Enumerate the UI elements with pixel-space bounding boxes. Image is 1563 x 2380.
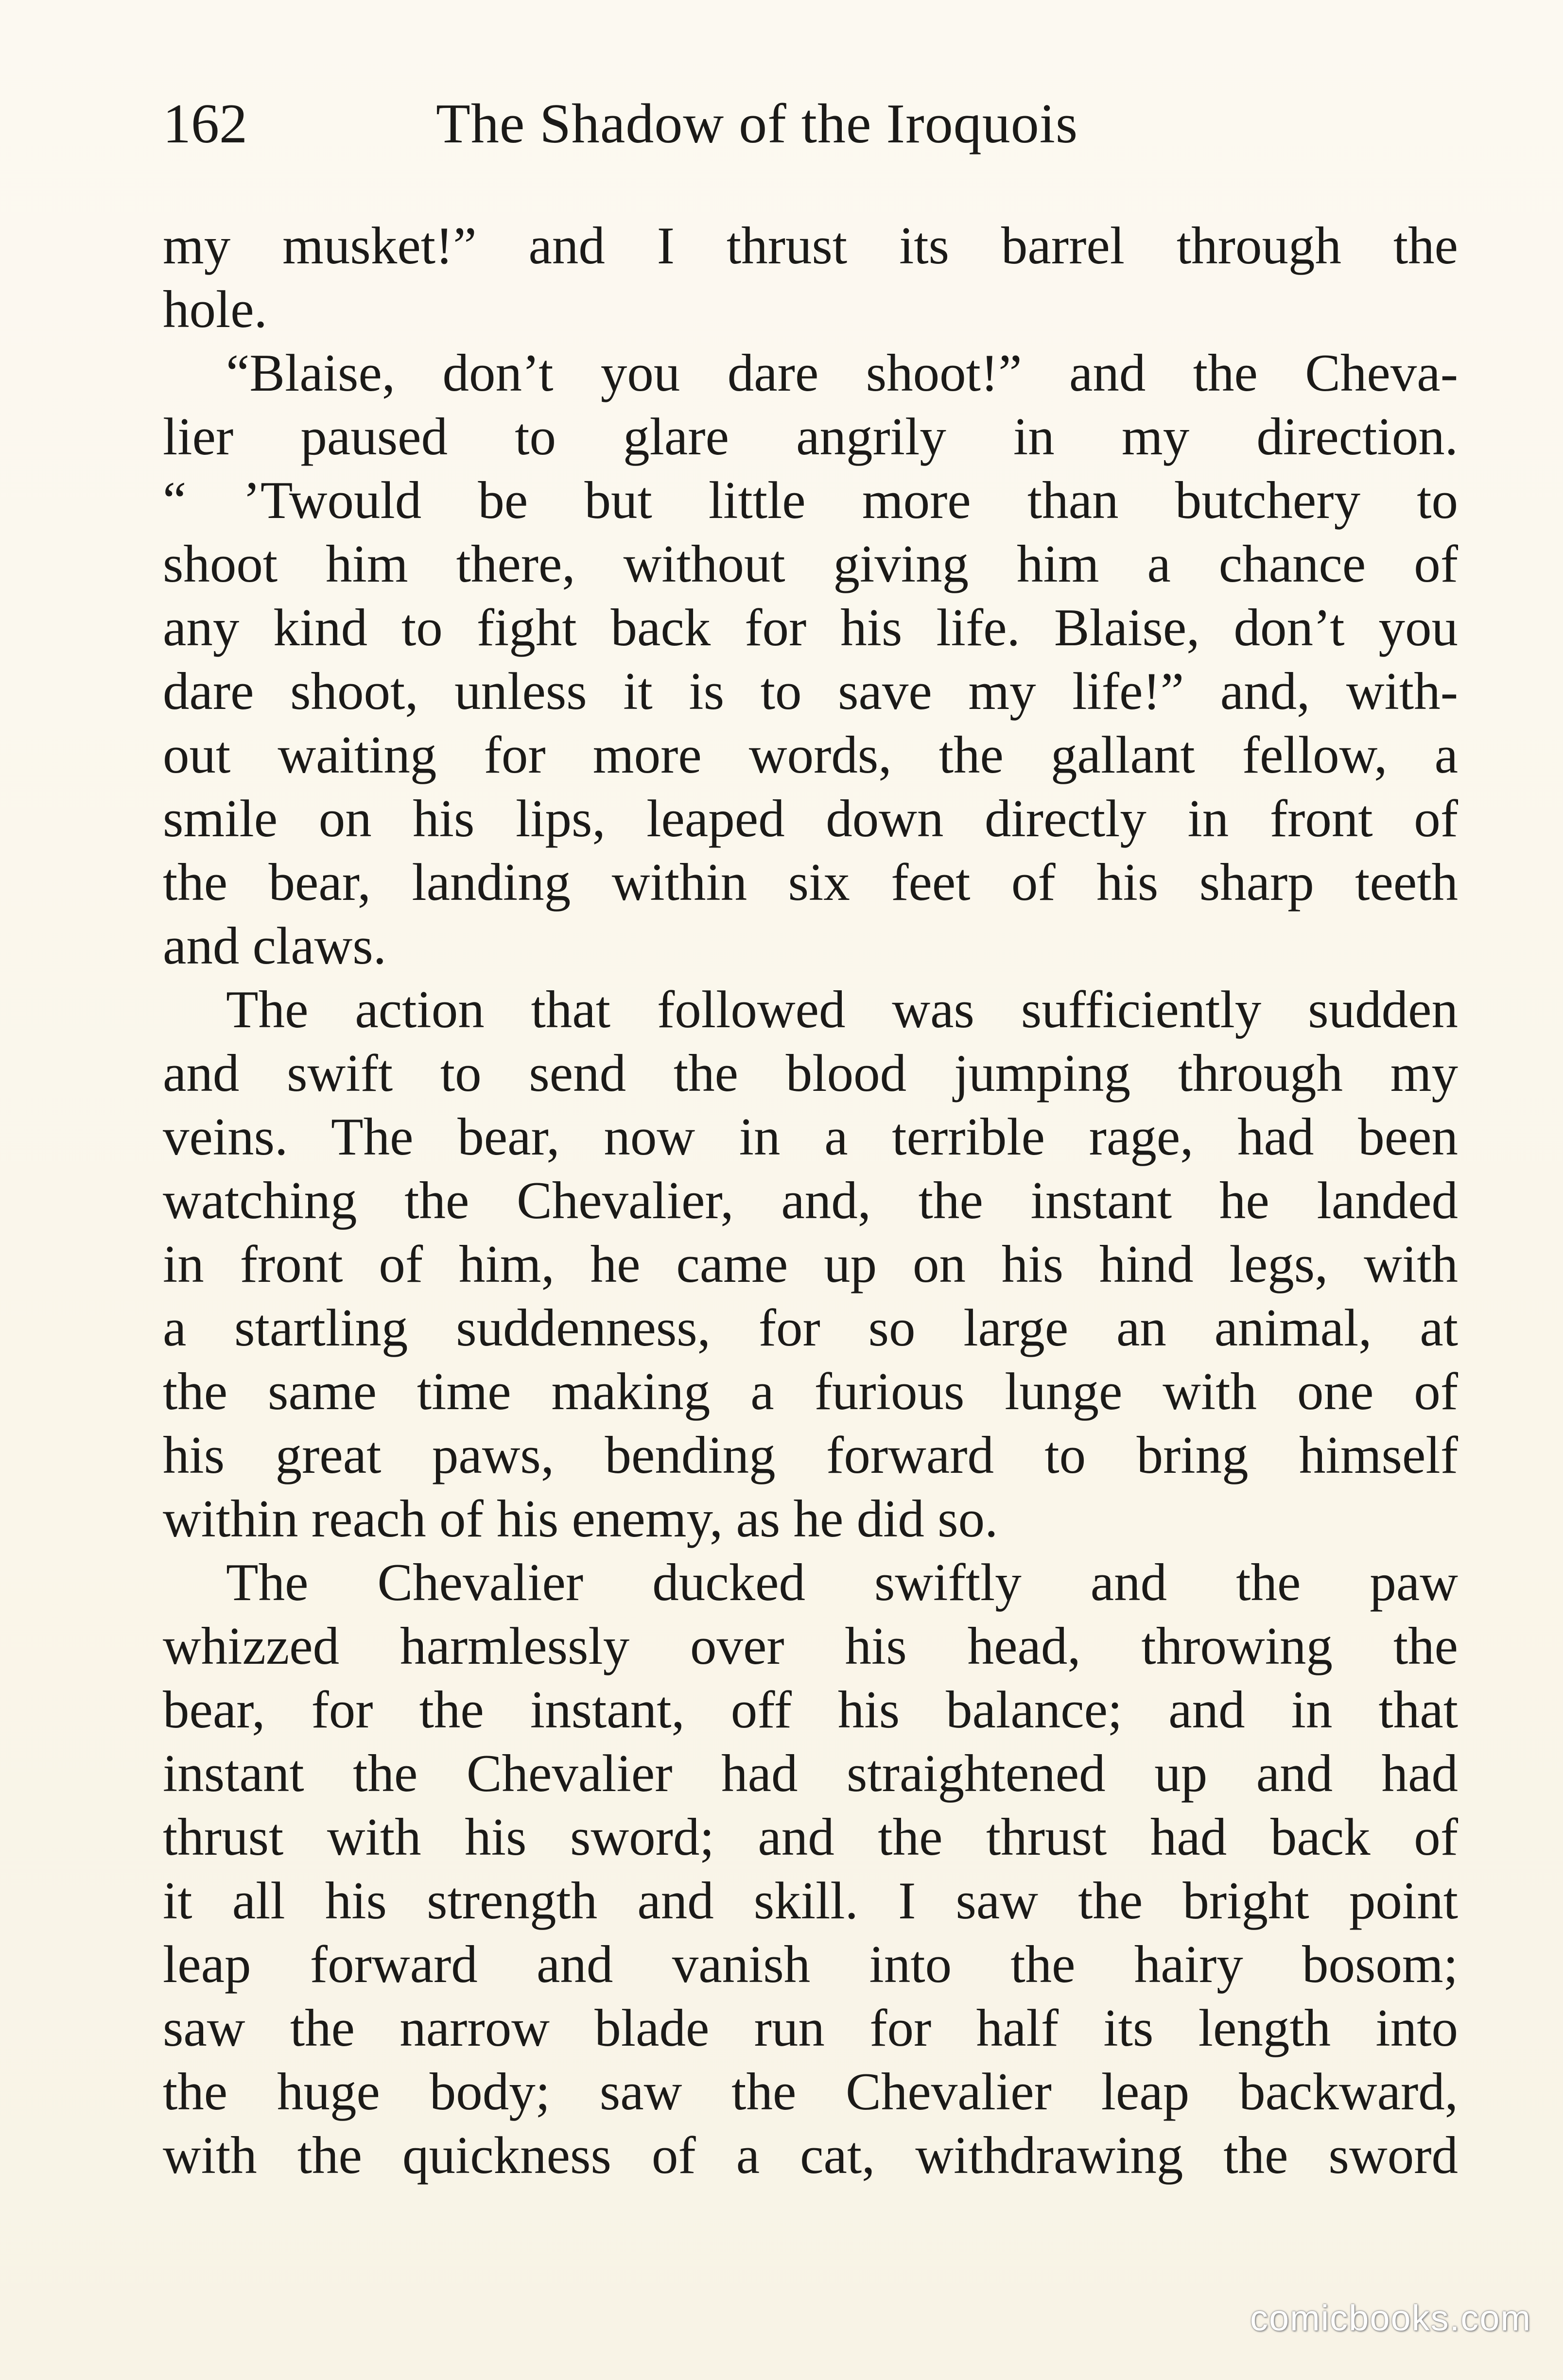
text-line: saw the narrow blade run for half its length into (163, 1999, 1458, 2057)
page-number: 162 (163, 93, 247, 155)
text-line: “ ’Twould be but little more than butchery to (163, 471, 1458, 530)
text-line: and swift to send the blood jumping through my (163, 1044, 1458, 1103)
text-line: thrust with his sword; and the thrust had back of (163, 1808, 1458, 1866)
text-line: the bear, landing within six feet of his sharp teeth (163, 853, 1458, 912)
text-line: bear, for the instant, off his balance; and in that (163, 1680, 1458, 1739)
text-line: hole. (163, 280, 267, 339)
running-title: The Shadow of the Iroquois (436, 93, 1078, 155)
text-line: leap forward and vanish into the hairy bosom; (163, 1935, 1458, 1994)
text-line: out waiting for more words, the gallant fellow, a (163, 725, 1458, 784)
paragraph-start-line: The action that followed was sufficiently sudden (226, 980, 1458, 1039)
text-line: any kind to fight back for his life. Blaise, don’t you (163, 598, 1458, 657)
text-line: whizzed harmlessly over his head, throwing the (163, 1617, 1458, 1675)
text-line: watching the Chevalier, and, the instant he landed (163, 1171, 1458, 1230)
text-line: it all his strength and skill. I saw the bright point (163, 1871, 1458, 1930)
text-line: within reach of his enemy, as he did so. (163, 1489, 998, 1548)
text-line: shoot him there, without giving him a chance of (163, 535, 1458, 593)
text-line: the huge body; saw the Chevalier leap backward, (163, 2062, 1458, 2121)
text-line: smile on his lips, leaped down directly in front of (163, 789, 1458, 848)
text-line: instant the Chevalier had straightened up and had (163, 1744, 1458, 1803)
body-text (163, 214, 1458, 2187)
text-line: veins. The bear, now in a terrible rage, had been (163, 1107, 1458, 1166)
text-line: dare shoot, unless it is to save my life!” and, with- (163, 662, 1458, 721)
paragraph-start-line: “Blaise, don’t you dare shoot!” and the Cheva- (226, 344, 1458, 402)
page-header (163, 87, 1470, 160)
text-line: my musket!” and I thrust its barrel through the (163, 216, 1458, 275)
text-line: his great paws, bending forward to bring himself (163, 1426, 1458, 1484)
paragraph-start-line: The Chevalier ducked swiftly and the paw (226, 1553, 1458, 1612)
text-line: the same time making a furious lunge with one of (163, 1362, 1458, 1421)
text-line: and claws. (163, 916, 387, 975)
text-line: in front of him, he came up on his hind legs, with (163, 1235, 1458, 1293)
text-line: a startling suddenness, for so large an animal, at (163, 1298, 1458, 1357)
text-line: lier paused to glare angrily in my direction. (163, 407, 1458, 466)
text-line: with the quickness of a cat, withdrawing the sword (163, 2126, 1458, 2185)
source-watermark: comicbooks.com (1250, 2298, 1531, 2338)
